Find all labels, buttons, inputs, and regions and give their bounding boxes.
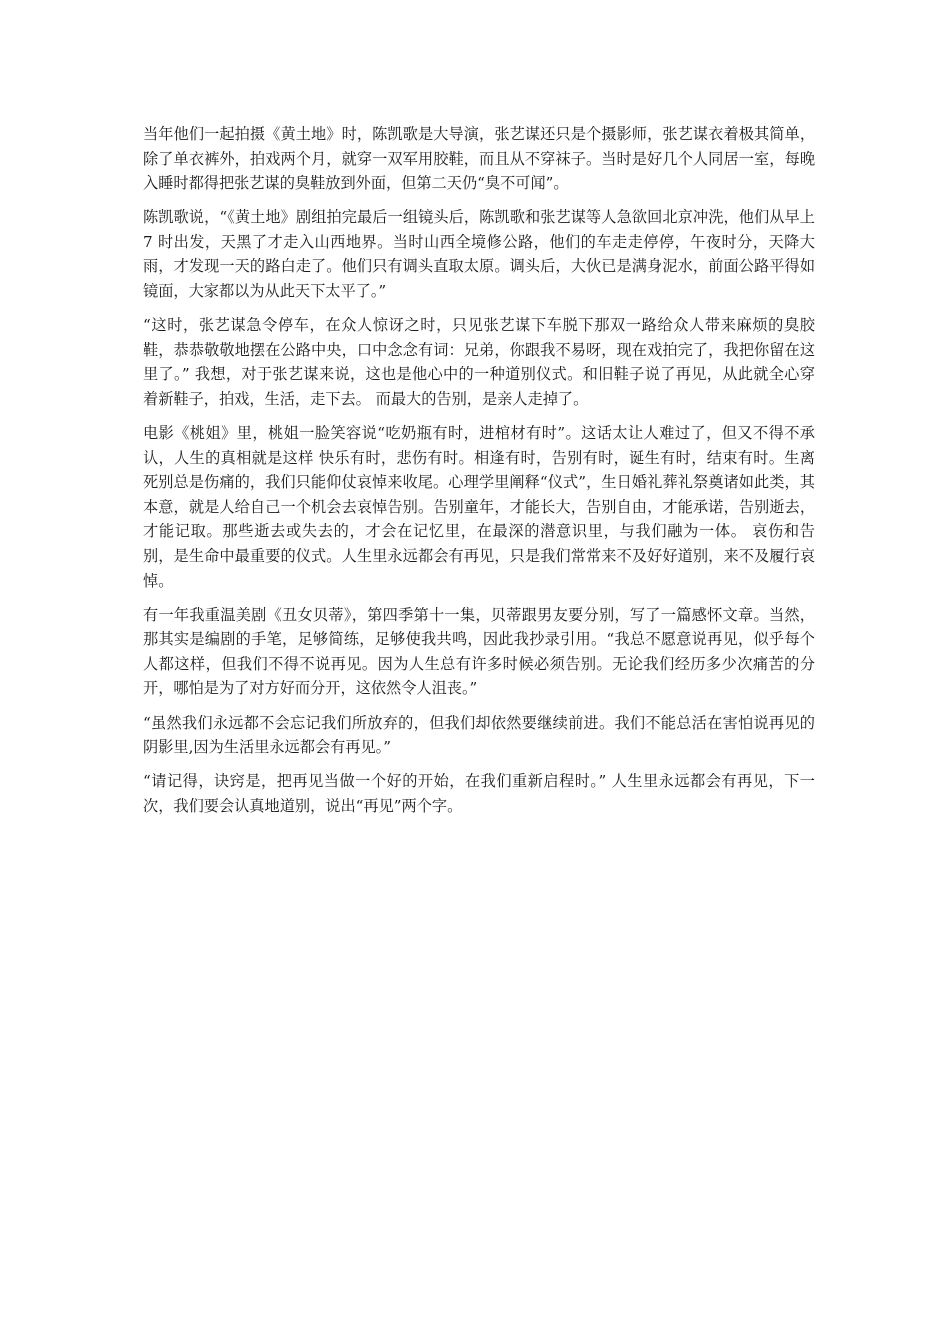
paragraph-1: 当年他们一起拍摄《黄土地》时，陈凯歌是大导演，张艺谋还只是个摄影师，张艺谋衣着极其简单，除了单衣裤外，拍戏两个月，就穿一双军用胶鞋，而且从不穿袜子。当时是好几个人同居一室，每晚入睡时都得把张艺谋的臭鞋放到外面，但第二天仍“臭不可闻”。 [143,125,815,193]
paragraph-5: 有一年我重温美剧《丑女贝蒂》，第四季第十一集，贝蒂跟男友要分别，写了一篇感怀文章。当然，那其实是编剧的手笔，足够简练，足够使我共鸣，因此我抄录引用。“我总不愿意说再见，似乎每个人都这样，但我们不得不说再见。因为人生总有许多时候必须告别。无论我们经历多少次痛苦的分开，哪怕是为了对方好而分开，这依然令人沮丧。” [143,605,815,698]
article-body [143,122,815,828]
paragraph-2: 陈凯歌说，“《黄土地》剧组拍完最后一组镜头后，陈凯歌和张艺谋等人急欲回北京冲洗，他们从早上 7 时出发，天黑了才走入山西地界。当时山西全境修公路，他们的车走走停停，午夜时分，天降大雨，才发现一天的路白走了。他们只有调头直取太原。调头后，大伙已是满身泥水，前面公路平得如镜面，大家都以为从此天下太平了。” [143,208,815,301]
paragraph-6: “虽然我们永远都不会忘记我们所放弃的，但我们却依然要继续前进。我们不能总活在害怕说再见的阴影里,因为生活里永远都会有再见。” [143,713,815,757]
paragraph-3: “这时，张艺谋急令停车，在众人惊讶之时，只见张艺谋下车脱下那双一路给众人带来麻烦的臭胶鞋，恭恭敬敬地摆在公路中央，口中念念有词：兄弟，你跟我不易呀，现在戏拍完了，我把你留在这里了。” 我想，对于张艺谋来说，这也是他心中的一种道别仪式。和旧鞋子说了再见，从此就全心穿着新鞋子，拍戏，生活，走下去。 而最大的告别，是亲人走掉了。 [143,316,815,408]
paragraph-7: “请记得，诀窍是，把再见当做一个好的开始，在我们重新启程时。” 人生里永远都会有再见，下一次，我们要会认真地道别，说出“再见”两个字。 [143,772,815,815]
paragraph-4: 电影《桃姐》里，桃姐一脸笑容说“吃奶瓶有时，进棺材有时”。这话太让人难过了，但又不得不承认，人生的真相就是这样 快乐有时，悲伤有时。相逢有时，告别有时，诞生有时，结束有时。生离死别总是伤痛的，我们只能仰仗哀悼来收尾。心理学里阐释“仪式”，生日婚礼葬礼祭奠诸如此类，其本意，就是人给自己一个机会去哀悼告别。告别童年，才能长大，告别自由，才能承诺，告别逝去，才能记取。那些逝去或失去的，才会在记忆里，在最深的潜意识里，与我们融为一体。 哀伤和告别，是生命中最重要的仪式。人生里永远都会有再见，只是我们常常来不及好好道别，来不及履行哀悼。 [143,424,815,590]
